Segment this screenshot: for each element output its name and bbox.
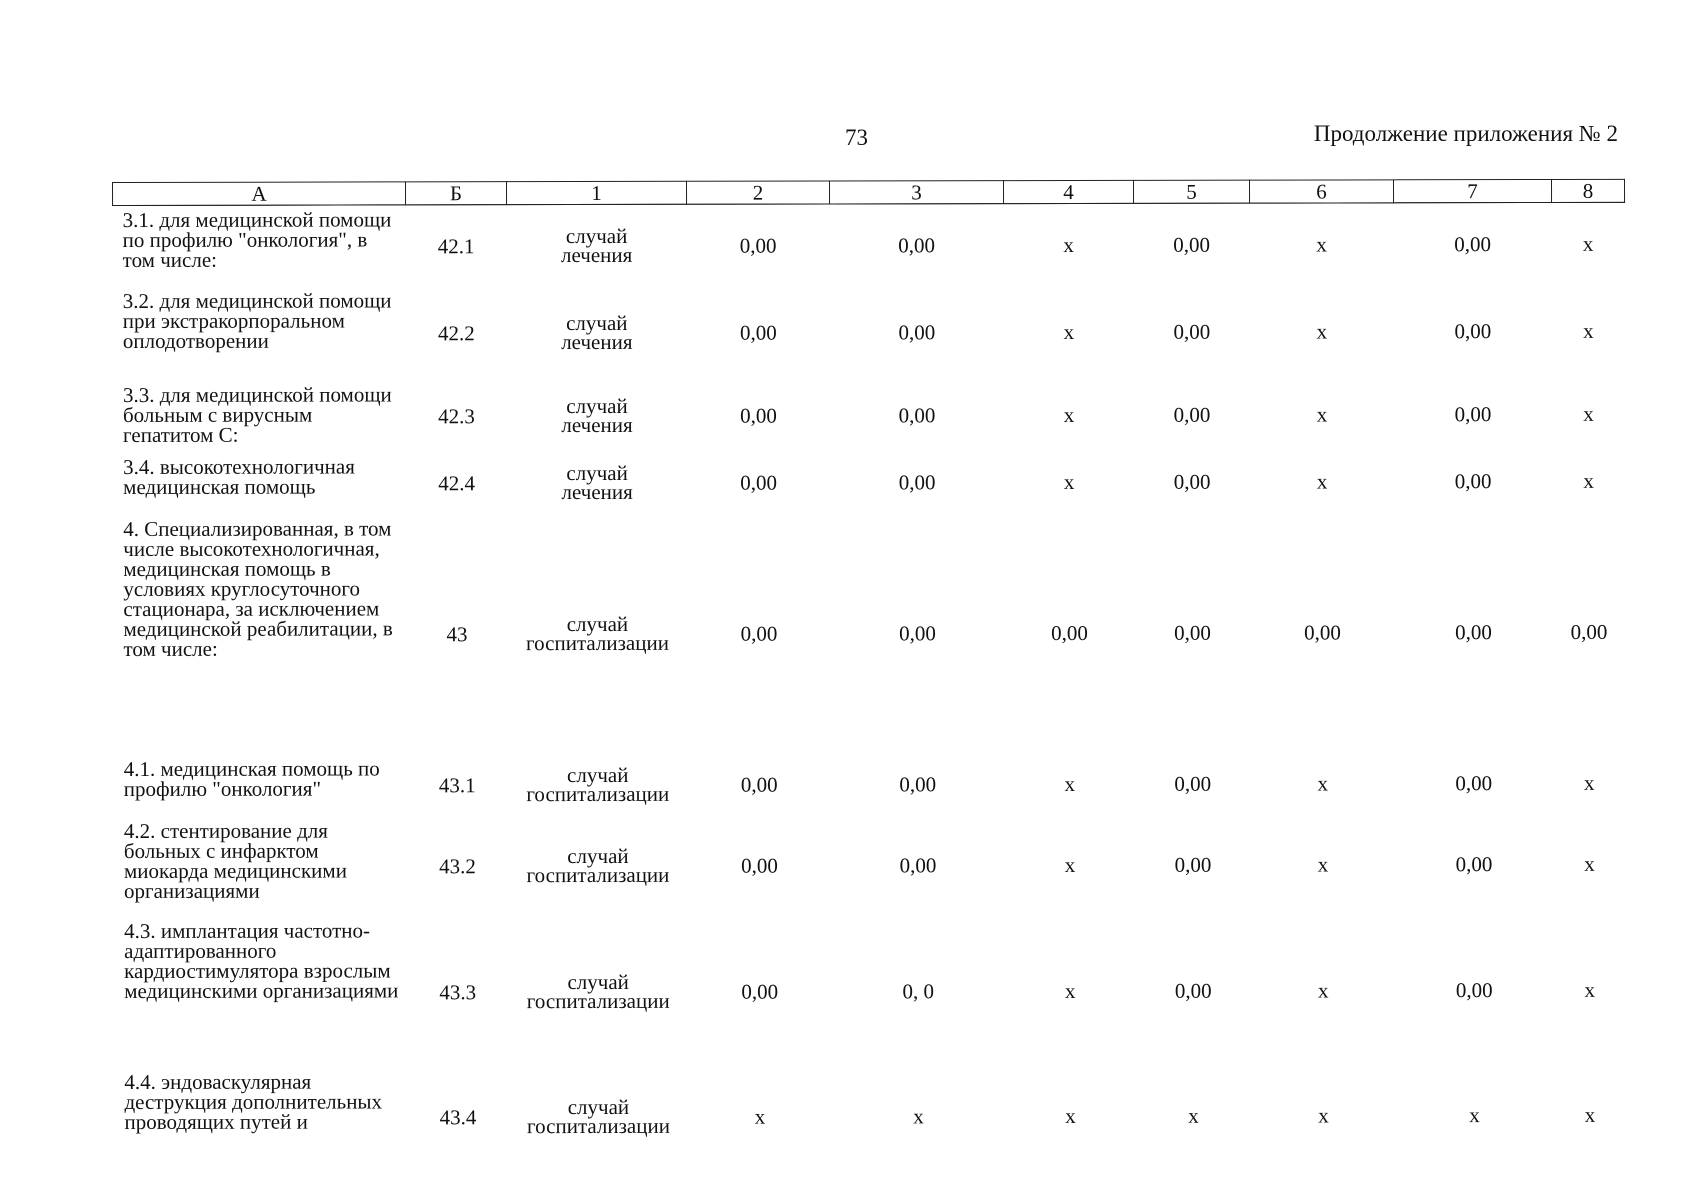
row-description: 4.3. имплантация частотно-адаптированного кардиостимулятора взрослым медицинскими организациями xyxy=(124,918,399,1003)
value-cell: 0,00 xyxy=(740,772,778,797)
row-unit xyxy=(508,1067,688,1167)
unit-line: лечения xyxy=(561,329,633,355)
row-unit xyxy=(507,380,687,452)
value-cell: х xyxy=(1584,1102,1596,1127)
table-row xyxy=(113,378,1625,453)
unit-line: лечения xyxy=(561,412,633,438)
table-row xyxy=(113,284,1625,381)
value-cell: 0,00 xyxy=(1455,852,1493,877)
unit-line: случай xyxy=(566,393,628,419)
value-cell: 0,00 xyxy=(1454,469,1492,494)
value-cell: х xyxy=(1583,770,1595,795)
value-cell: х xyxy=(1063,232,1074,257)
value-cell: х xyxy=(1063,402,1075,428)
appendix-continuation-note: Продолжение приложения № 2 xyxy=(1313,121,1618,146)
value-cell: 0,00 xyxy=(1454,402,1492,427)
row-code: 43.4 xyxy=(439,1105,477,1130)
row-code: 42.3 xyxy=(438,404,475,429)
value-cell: х xyxy=(1063,469,1075,495)
value-cell: 0,00 xyxy=(1455,771,1493,796)
column-header-5: 5 xyxy=(1133,180,1249,203)
value-cell: 0,00 xyxy=(898,320,936,345)
column-header-8: 8 xyxy=(1551,179,1624,202)
table-row xyxy=(113,202,1625,287)
row-description: 3.3. для медицинской помощи больным с вирусным гепатитом С: xyxy=(122,382,392,447)
row-description: 4.4. эндоваскулярная деструкция дополнительных проводящих путей и xyxy=(124,1069,383,1134)
value-cell: 0,00 xyxy=(1174,771,1212,796)
value-cell: 0,00 xyxy=(1174,852,1212,877)
value-cell: 0,00 xyxy=(899,621,936,646)
value-cell: 0,00 xyxy=(741,853,778,878)
value-cell: 0,00 xyxy=(1173,232,1211,257)
header-row xyxy=(113,179,1625,205)
value-cell: 0,00 xyxy=(898,470,936,495)
value-cell: х xyxy=(1064,852,1076,878)
value-cell: х xyxy=(1583,401,1594,426)
row-unit xyxy=(507,514,688,754)
value-cell: х xyxy=(1063,319,1075,345)
row-unit xyxy=(507,286,687,380)
column-header-a: А xyxy=(113,182,406,206)
row-code: 42.2 xyxy=(437,321,475,346)
column-header-2: 2 xyxy=(686,181,829,204)
row-unit xyxy=(508,816,688,916)
column-header-b: Б xyxy=(406,182,507,205)
value-cell: х xyxy=(754,1104,766,1129)
value-cell: 0,00 xyxy=(740,621,778,646)
table-body xyxy=(113,202,1627,1168)
row-code: 42.4 xyxy=(438,471,476,496)
row-unit xyxy=(508,754,688,816)
row-description: 3.4. высокотехнологичная медицинская помощь xyxy=(123,454,355,499)
value-cell: х xyxy=(913,1104,924,1129)
value-cell: х xyxy=(1064,771,1076,797)
row-unit xyxy=(508,916,688,1067)
row-description: 3.2. для медицинской помощи при экстракорпоральном оплодотворении xyxy=(122,288,392,353)
value-cell: х xyxy=(1188,1103,1199,1128)
value-cell: х xyxy=(1317,771,1329,796)
value-cell: 0,00 xyxy=(740,403,777,428)
table-row xyxy=(114,914,1626,1068)
value-cell: х xyxy=(1316,469,1328,494)
unit-line: госпитализации xyxy=(526,862,670,888)
table-row xyxy=(113,512,1625,755)
value-cell: 0, 0 xyxy=(902,978,934,1003)
value-cell: 0,00 xyxy=(1304,620,1341,645)
unit-line: лечения xyxy=(560,242,633,267)
table-row xyxy=(114,752,1626,817)
column-header-3: 3 xyxy=(829,181,1003,204)
unit-line: госпитализации xyxy=(526,988,670,1013)
value-cell: 0,00 xyxy=(741,979,779,1004)
page-number: 73 xyxy=(845,125,868,150)
row-unit xyxy=(507,204,687,286)
value-cell: х xyxy=(1317,852,1329,877)
value-cell: х xyxy=(1318,1103,1329,1128)
value-cell: 0,00 xyxy=(1570,619,1608,644)
column-header-6: 6 xyxy=(1249,180,1393,203)
value-cell: 0,00 xyxy=(1173,469,1211,494)
value-cell: 0,00 xyxy=(1454,319,1492,344)
unit-line: случай xyxy=(566,611,629,637)
value-cell: х xyxy=(1584,977,1595,1002)
value-cell: 0,00 xyxy=(1455,977,1493,1002)
value-cell: 0,00 xyxy=(1173,402,1211,427)
appendix-table xyxy=(112,179,1627,1168)
value-cell: 0,00 xyxy=(898,403,936,428)
unit-line: лечения xyxy=(561,479,633,505)
value-cell: 0,00 xyxy=(1051,620,1088,646)
value-cell: х xyxy=(1316,319,1328,344)
table-row xyxy=(114,1065,1626,1168)
row-code: 43.2 xyxy=(439,854,476,879)
row-code: 43.1 xyxy=(438,773,476,798)
table-row xyxy=(114,814,1626,917)
value-cell: х xyxy=(1584,851,1595,876)
column-header-4: 4 xyxy=(1003,180,1133,203)
row-description: 4. Специализированная, в том числе высокотехнологичная, медицинская помощь в условиях круглосуточного стационара, за исключением медицинской реабилитации, в том числе: xyxy=(123,516,393,661)
value-cell: х xyxy=(1316,231,1327,256)
value-cell: 0,00 xyxy=(899,772,937,797)
value-cell: 0,00 xyxy=(899,853,937,878)
unit-line: госпитализации xyxy=(526,781,670,807)
value-cell: х xyxy=(1583,318,1594,343)
row-description: 4.2. стентирование для больных с инфарктом миокарда медицинскими организациями xyxy=(123,818,347,903)
value-cell: х xyxy=(1582,231,1594,256)
value-cell: х xyxy=(1064,978,1076,1003)
value-cell: х xyxy=(1469,1103,1480,1128)
value-cell: 0,00 xyxy=(1454,231,1492,256)
value-cell: 0,00 xyxy=(739,233,777,258)
row-code: 42.1 xyxy=(437,233,475,258)
unit-line: госпитализации xyxy=(525,630,669,656)
unit-line: случай xyxy=(566,460,628,486)
value-cell: х xyxy=(1583,468,1594,493)
unit-line: госпитализации xyxy=(527,1113,670,1139)
unit-line: случай xyxy=(567,969,629,994)
column-header-1: 1 xyxy=(507,181,687,204)
value-cell: 0,00 xyxy=(1173,319,1211,344)
value-cell: 0,00 xyxy=(740,470,778,495)
unit-line: случай xyxy=(566,762,629,788)
value-cell: 0,00 xyxy=(1174,620,1211,645)
unit-line: случай xyxy=(567,1094,630,1120)
table-header xyxy=(113,179,1625,205)
row-code: 43 xyxy=(446,622,468,647)
value-cell: 0,00 xyxy=(1174,978,1212,1003)
value-cell: х xyxy=(1316,402,1328,427)
value-cell: 0,00 xyxy=(898,232,936,257)
table-row xyxy=(113,450,1625,515)
unit-line: случай xyxy=(565,223,628,248)
row-unit xyxy=(507,452,687,514)
value-cell: 0,00 xyxy=(739,320,777,345)
unit-line: случай xyxy=(566,310,628,336)
row-code: 43.3 xyxy=(439,979,477,1004)
row-description: 3.1. для медицинской помощи по профилю "онкология", в том числе: xyxy=(122,207,392,272)
column-header-7: 7 xyxy=(1393,179,1551,202)
value-cell: х xyxy=(1065,1103,1076,1129)
value-cell: х xyxy=(1317,977,1329,1002)
row-description: 4.1. медицинская помощь по профилю "онкология" xyxy=(123,756,380,801)
unit-line: случай xyxy=(567,843,629,869)
value-cell: 0,00 xyxy=(1455,620,1492,645)
